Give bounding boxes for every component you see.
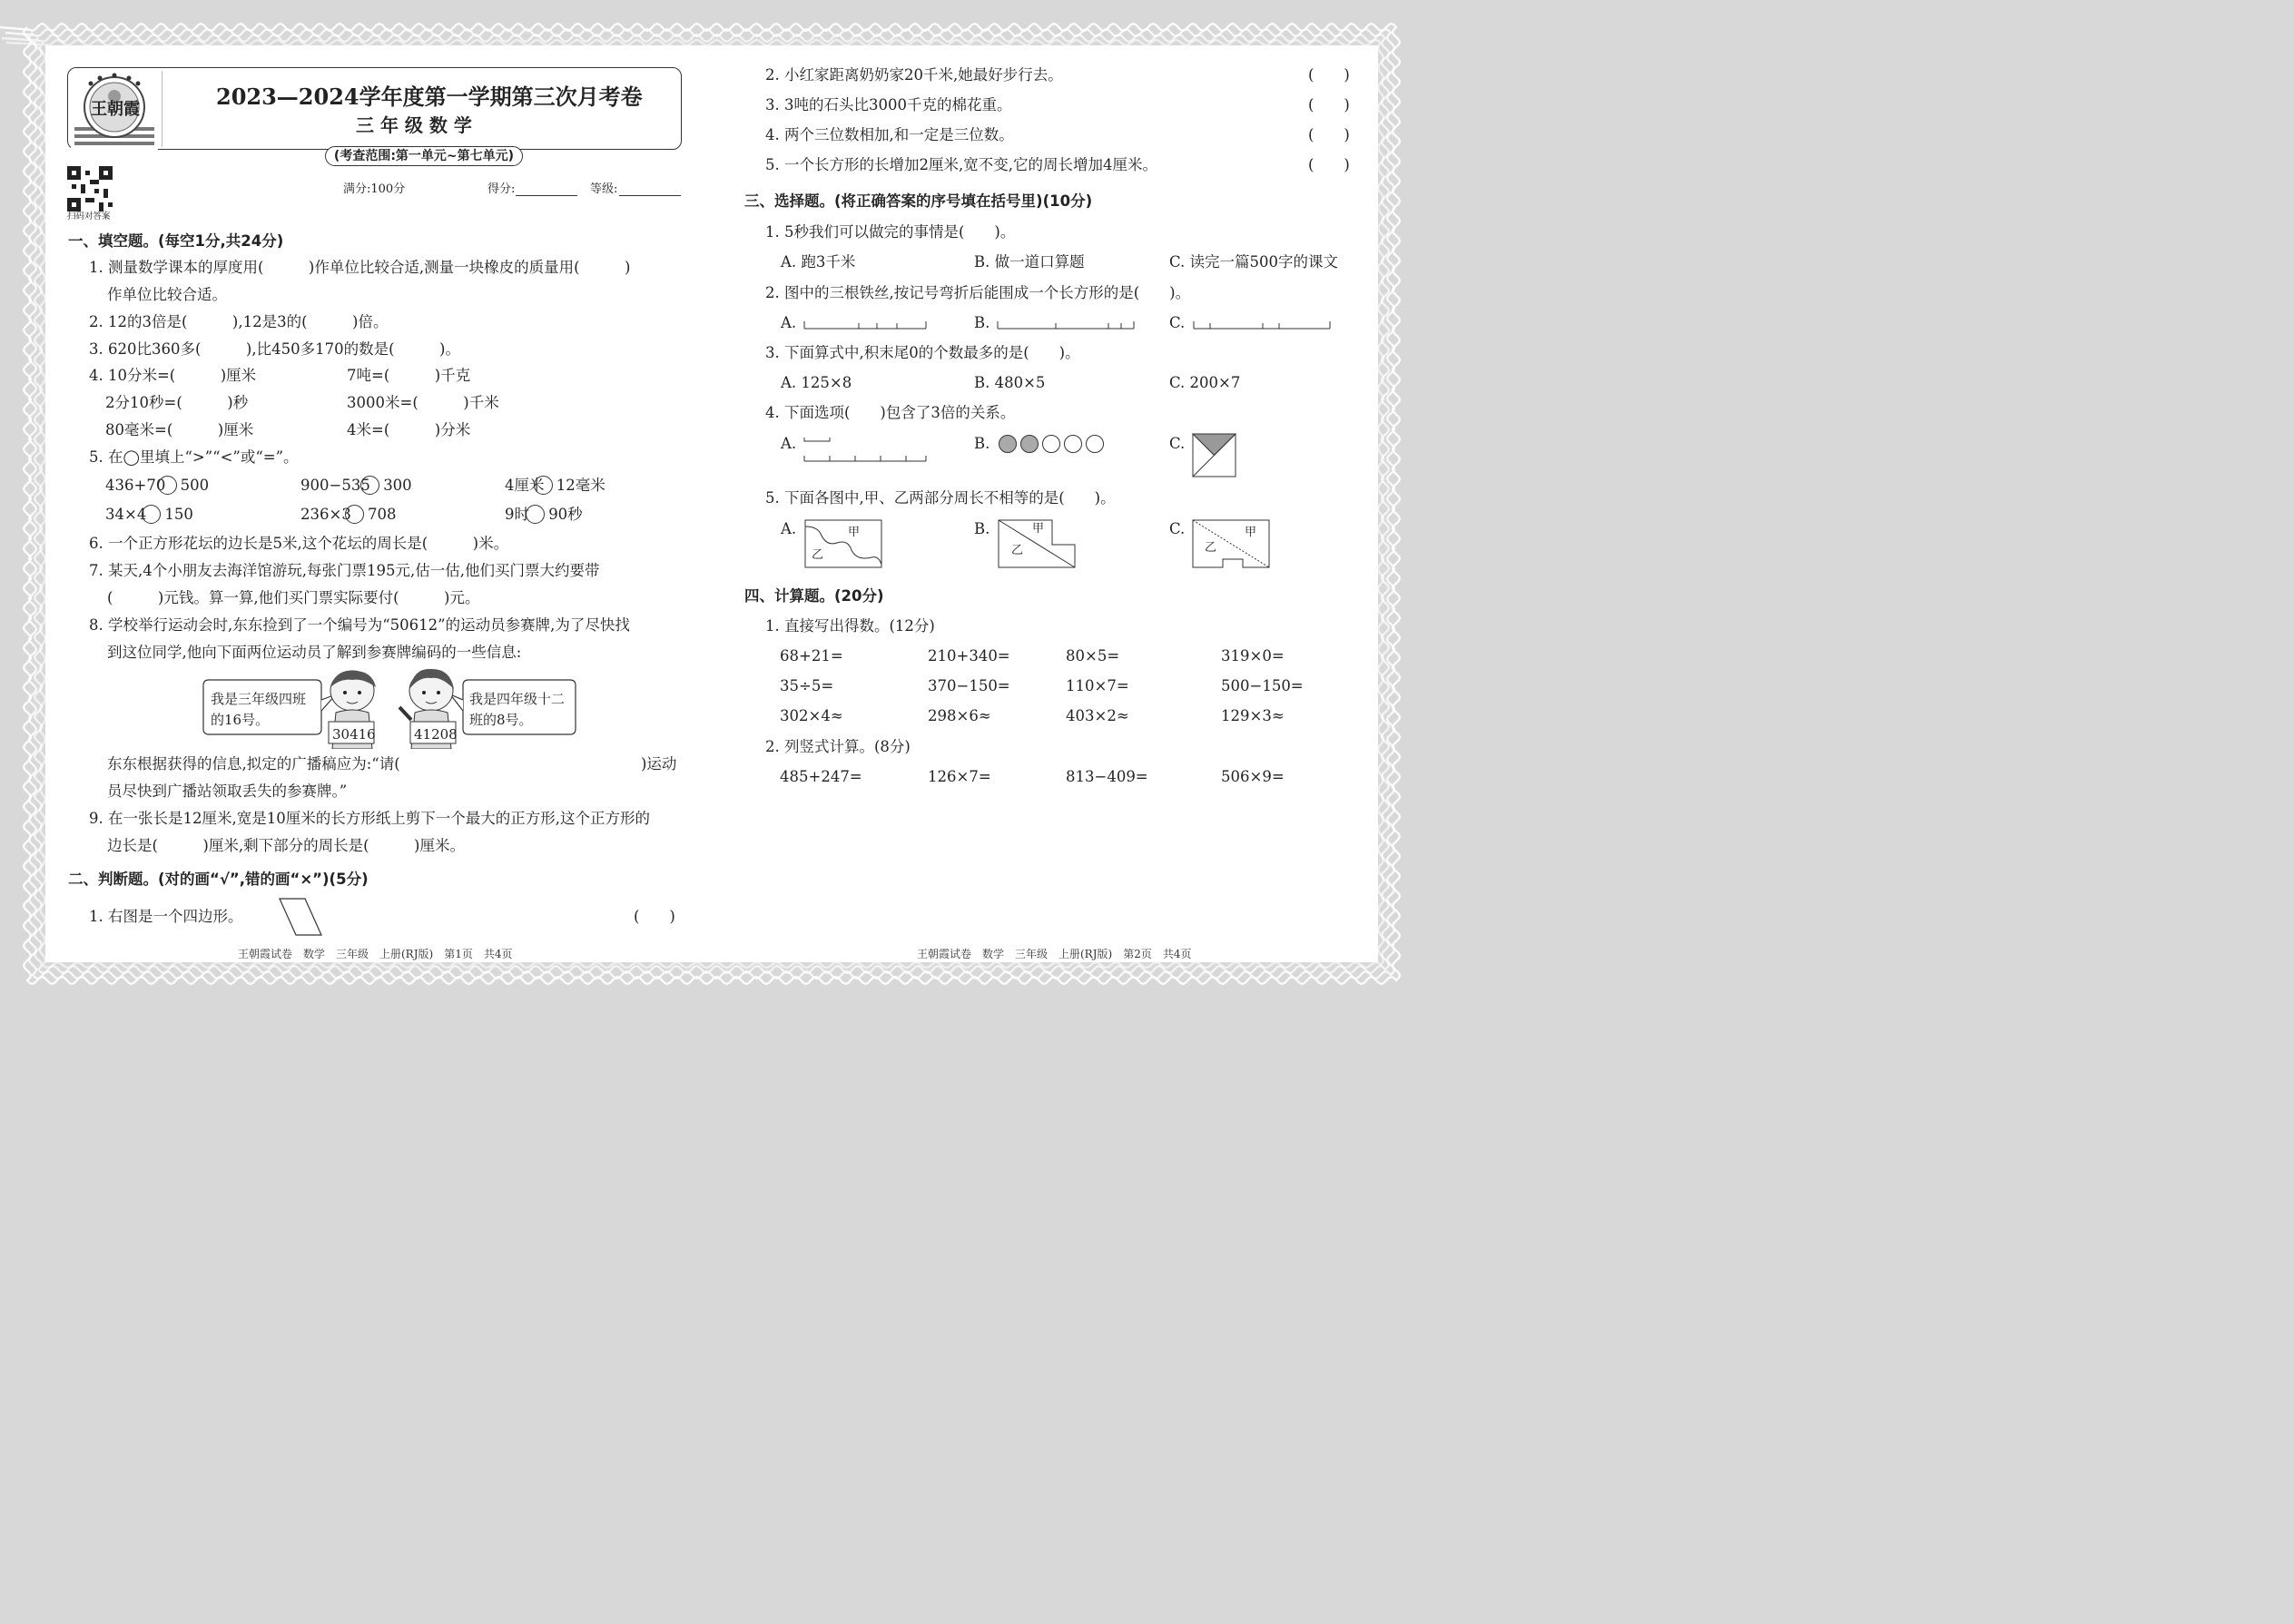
logo-text: 王朝霞 — [91, 100, 140, 119]
qr-code — [67, 166, 113, 212]
exam-scope: (考查范围:第一单元~第七单元) — [325, 146, 523, 166]
label-yi-b: 乙 — [1011, 544, 1024, 557]
s3-q4-opt-b: B. — [974, 435, 990, 452]
s2-item-1: 1. 右图是一个四边形。 — [89, 908, 243, 925]
grade-blank[interactable] — [619, 195, 681, 196]
s3-q2-opt-a: A. — [781, 314, 797, 331]
s1-q8-answer: 东东根据获得的信息,拟定的广播稿应为:“请( — [107, 755, 400, 773]
grade-label: 等级: — [590, 182, 618, 196]
s3-q2-opt-c: C. — [1169, 314, 1186, 331]
s1-q8: 8. 学校举行运动会时,东东捡到了一个编号为“50612”的运动员参赛牌,为了尽快找 — [89, 616, 630, 634]
label-yi-a: 乙 — [812, 548, 824, 562]
vertical-calc-item: 126×7= — [928, 768, 991, 785]
s1-q5: 5. 在◯里填上“>”“<”或“=”。 — [89, 448, 299, 466]
s3-q3: 3. 下面算式中,积末尾0的个数最多的是( )。 — [765, 344, 1080, 361]
s1-q3: 3. 620比360多( ),比450多170的数是( )。 — [89, 340, 460, 358]
s1-q1: 1. 测量数学课本的厚度用( )作单位比较合适,测量一块橡皮的质量用( ) — [89, 259, 631, 276]
bib-card-1: 30416 — [332, 726, 376, 743]
region-c-figure — [1192, 519, 1270, 568]
compare-right-3: 12毫米 — [556, 477, 605, 494]
s3-q4: 4. 下面选项( )包含了3倍的关系。 — [765, 404, 1016, 421]
s2-paren-2[interactable]: ( ) — [1308, 66, 1350, 84]
calc-item: 298×6≈ — [928, 707, 991, 724]
s1-q4-a: 4. 10分米=( )厘米 — [89, 367, 257, 384]
calc-item: 35÷5= — [780, 677, 834, 694]
s1-q4-b: 7吨=( )千克 — [347, 367, 471, 384]
s3-q1: 1. 5秒我们可以做完的事情是( )。 — [765, 223, 1016, 241]
calc-item: 129×3≈ — [1221, 707, 1285, 724]
exam-title: 2023—2024学年度第一学期第三次月考卷 — [216, 84, 643, 110]
label-jia-a: 甲 — [848, 526, 861, 539]
segments-figure — [802, 430, 930, 468]
s3-q2-opt-b: B. — [974, 314, 990, 331]
calc-item: 370−150= — [928, 677, 1010, 694]
s1-q8-answer-cont: 员尽快到广播站领取丢失的参赛牌。” — [107, 782, 348, 800]
full-score: 满分:100分 — [343, 182, 406, 196]
compare-left-5: 236×3 — [300, 506, 351, 523]
s3-q1-opt-c: C. 读完一篇500字的课文 — [1169, 253, 1339, 271]
s1-q6: 6. 一个正方形花坛的边长是5米,这个花坛的周长是( )米。 — [89, 535, 509, 552]
score-label: 得分: — [487, 182, 516, 196]
qr-caption: 扫码对答案 — [67, 212, 111, 221]
s1-q8-cont: 到这位同学,他向下面两位运动员了解到参赛牌编码的一些信息: — [107, 644, 522, 661]
s3-q3-opt-c: C. 200×7 — [1169, 374, 1241, 391]
score-blank[interactable] — [516, 195, 577, 196]
calc-item: 210+340= — [928, 647, 1010, 664]
footer-page-1: 王朝霞试卷 数学 三年级 上册(RJ版) 第1页 共4页 — [238, 948, 513, 960]
exam-subtitle: 三 年 级 数 学 — [356, 114, 472, 136]
calc-item: 68+21= — [780, 647, 843, 664]
compare-left-4: 34×4 — [105, 506, 147, 523]
label-jia-b: 甲 — [1032, 522, 1045, 536]
compare-left-3: 4厘米 — [505, 477, 545, 494]
s3-q5: 5. 下面各图中,甲、乙两部分周长不相等的是( )。 — [765, 489, 1116, 507]
s2-paren-3[interactable]: ( ) — [1308, 96, 1350, 113]
s3-q2: 2. 图中的三根铁丝,按记号弯折后能围成一个长方形的是( )。 — [765, 284, 1191, 301]
compare-circle-blank[interactable] — [345, 505, 364, 524]
calc-item: 80×5= — [1066, 647, 1120, 664]
compare-right-4: 150 — [164, 506, 193, 523]
s1-q1-cont: 作单位比较合适。 — [107, 286, 227, 303]
s1-q4-e: 80毫米=( )厘米 — [105, 421, 254, 438]
s1-q9: 9. 在一张长是12厘米,宽是10厘米的长方形纸上剪下一个最大的正方形,这个正方形的 — [89, 810, 650, 827]
s3-q1-opt-b: B. 做一道口算题 — [974, 253, 1085, 271]
s1-q4-d: 3000米=( )千米 — [347, 394, 499, 411]
s4-q2: 2. 列竖式计算。(8分) — [765, 738, 911, 755]
section-4-title: 四、计算题。(20分) — [744, 587, 884, 605]
s3-q4-opt-c: C. — [1169, 435, 1186, 452]
compare-right-2: 300 — [383, 477, 412, 494]
athletes-illustration — [200, 667, 581, 749]
wire-c-figure — [1192, 316, 1334, 332]
label-yi-c: 乙 — [1205, 541, 1217, 555]
compare-left-1: 436+70 — [105, 477, 166, 494]
section-3-title: 三、选择题。(将正确答案的序号填在括号里)(10分) — [744, 192, 1093, 210]
s1-q9-cont: 边长是( )厘米,剩下部分的周长是( )厘米。 — [107, 837, 465, 854]
calc-item: 500−150= — [1221, 677, 1304, 694]
s1-q4-f: 4米=( )分米 — [347, 421, 471, 438]
compare-circle-blank[interactable] — [158, 476, 177, 495]
compare-right-6: 90秒 — [548, 506, 583, 523]
s3-q5-opt-c: C. — [1169, 520, 1186, 537]
section-2-title: 二、判断题。(对的画“√”,错的画“×”)(5分) — [68, 871, 369, 888]
calc-item: 403×2≈ — [1066, 707, 1129, 724]
vertical-calc-item: 506×9= — [1221, 768, 1285, 785]
s2-item-2: 2. 小红家距离奶奶家20千米,她最好步行去。 — [765, 66, 1063, 84]
bib-card-2: 41208 — [414, 726, 458, 743]
s1-q7-cont: ( )元钱。算一算,他们买门票实际要付( )元。 — [107, 589, 480, 606]
s2-paren-5[interactable]: ( ) — [1308, 156, 1350, 173]
s3-q3-opt-a: A. 125×8 — [781, 374, 852, 391]
calc-item: 319×0= — [1221, 647, 1285, 664]
s3-q5-opt-a: A. — [781, 520, 797, 537]
compare-left-2: 900−535 — [300, 477, 370, 494]
bubble-2-line1: 我是四年级十二 — [469, 691, 566, 707]
vertical-calc-item: 813−409= — [1066, 768, 1148, 785]
wire-b-figure — [996, 316, 1137, 332]
s2-item-4: 4. 两个三位数相加,和一定是三位数。 — [765, 126, 1014, 143]
s4-q1: 1. 直接写出得数。(12分) — [765, 617, 935, 635]
bubble-2-line2: 班的8号。 — [469, 712, 533, 728]
s2-item-3: 3. 3吨的石头比3000千克的棉花重。 — [765, 96, 1012, 113]
bubble-1-line1: 我是三年级四班 — [211, 691, 307, 707]
compare-right-5: 708 — [368, 506, 397, 523]
parallelogram-figure — [278, 897, 323, 937]
s3-q5-opt-b: B. — [974, 520, 990, 537]
compare-circle-blank[interactable] — [534, 476, 553, 495]
bubble-1-line2: 的16号。 — [211, 712, 270, 728]
s1-q8-answer-end: )运动 — [641, 755, 677, 773]
label-jia-c: 甲 — [1245, 526, 1257, 539]
s3-q3-opt-b: B. 480×5 — [974, 374, 1046, 391]
s1-q7: 7. 某天,4个小朋友去海洋馆游玩,每张门票195元,估一估,他们买门票大约要带 — [89, 562, 600, 579]
calc-item: 110×7= — [1066, 677, 1129, 694]
s1-q2: 2. 12的3倍是( ),12是3的( )倍。 — [89, 313, 389, 330]
calc-item: 302×4≈ — [780, 707, 843, 724]
compare-left-6: 9时 — [505, 506, 529, 523]
s3-q1-opt-a: A. 跑3千米 — [781, 253, 856, 271]
s2-paren-4[interactable]: ( ) — [1308, 126, 1350, 143]
circles-figure — [996, 432, 1114, 456]
footer-page-2: 王朝霞试卷 数学 三年级 上册(RJ版) 第2页 共4页 — [917, 948, 1192, 960]
s1-q4-c: 2分10秒=( )秒 — [105, 394, 249, 411]
s3-q4-opt-a: A. — [781, 435, 797, 452]
s2-paren-1[interactable]: ( ) — [634, 908, 675, 925]
section-1-title: 一、填空题。(每空1分,共24分) — [68, 232, 284, 250]
divided-square-figure — [1192, 433, 1237, 478]
compare-right-1: 500 — [180, 477, 210, 494]
s2-item-5: 5. 一个长方形的长增加2厘米,宽不变,它的周长增加4厘米。 — [765, 156, 1157, 173]
wire-a-figure — [802, 316, 930, 332]
vertical-calc-item: 485+247= — [780, 768, 862, 785]
